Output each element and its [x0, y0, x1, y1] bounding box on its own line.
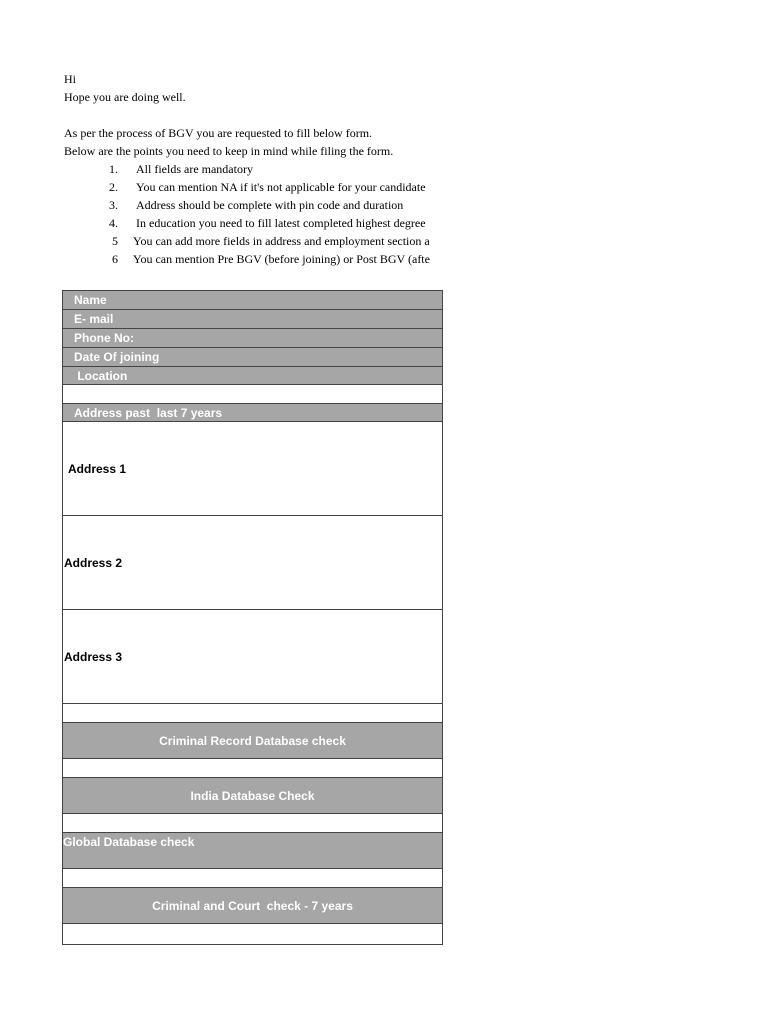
spacer-row — [62, 385, 443, 403]
india-database-check[interactable]: India Database Check — [62, 777, 443, 814]
criminal-and-court-check[interactable]: Criminal and Court check - 7 years — [62, 887, 443, 924]
address-3-row[interactable] — [62, 610, 443, 704]
field-email[interactable]: E- mail — [62, 309, 443, 328]
field-phone[interactable]: Phone No: — [62, 328, 443, 347]
address-2-label: Address 2 — [64, 555, 123, 570]
intro-line-1: Hope you are doing well. — [64, 90, 186, 104]
greeting: Hi — [64, 72, 76, 86]
address-1-row[interactable] — [62, 422, 443, 516]
address-1-label: Address 1 — [68, 461, 127, 476]
intro-line-2: As per the process of BGV you are requested to fill below form. — [64, 126, 373, 140]
field-location[interactable]: Location — [62, 366, 443, 385]
spacer-row — [62, 759, 443, 777]
intro-text — [64, 70, 443, 268]
field-date-of-joining[interactable]: Date Of joining — [62, 347, 443, 366]
bgv-form — [62, 290, 443, 945]
global-database-check[interactable]: Global Database check — [62, 832, 443, 869]
intro-line-3: Below are the points you need to keep in mind while filing the form. — [64, 144, 394, 158]
address-2-row[interactable] — [62, 516, 443, 610]
criminal-record-database-check[interactable]: Criminal Record Database check — [62, 722, 443, 759]
address-header: Address past last 7 years — [62, 403, 443, 422]
point-item: 3. Address should be complete with pin code and duration — [109, 198, 404, 212]
point-item: 4. In education you need to fill latest completed highest degree — [109, 216, 426, 230]
spacer-row — [62, 869, 443, 887]
address-3-label: Address 3 — [64, 649, 123, 664]
point-item: 2. You can mention NA if it's not applicable for your candidate — [109, 180, 426, 194]
spacer-row — [62, 924, 443, 945]
point-item: 5 You can add more fields in address and employment section a — [112, 234, 430, 248]
field-name[interactable]: Name — [62, 290, 443, 309]
point-item: 1. All fields are mandatory — [109, 162, 253, 176]
spacer-row — [62, 814, 443, 832]
point-item: 6 You can mention Pre BGV (before joining) or Post BGV (afte — [112, 252, 430, 266]
spacer-row — [62, 704, 443, 722]
